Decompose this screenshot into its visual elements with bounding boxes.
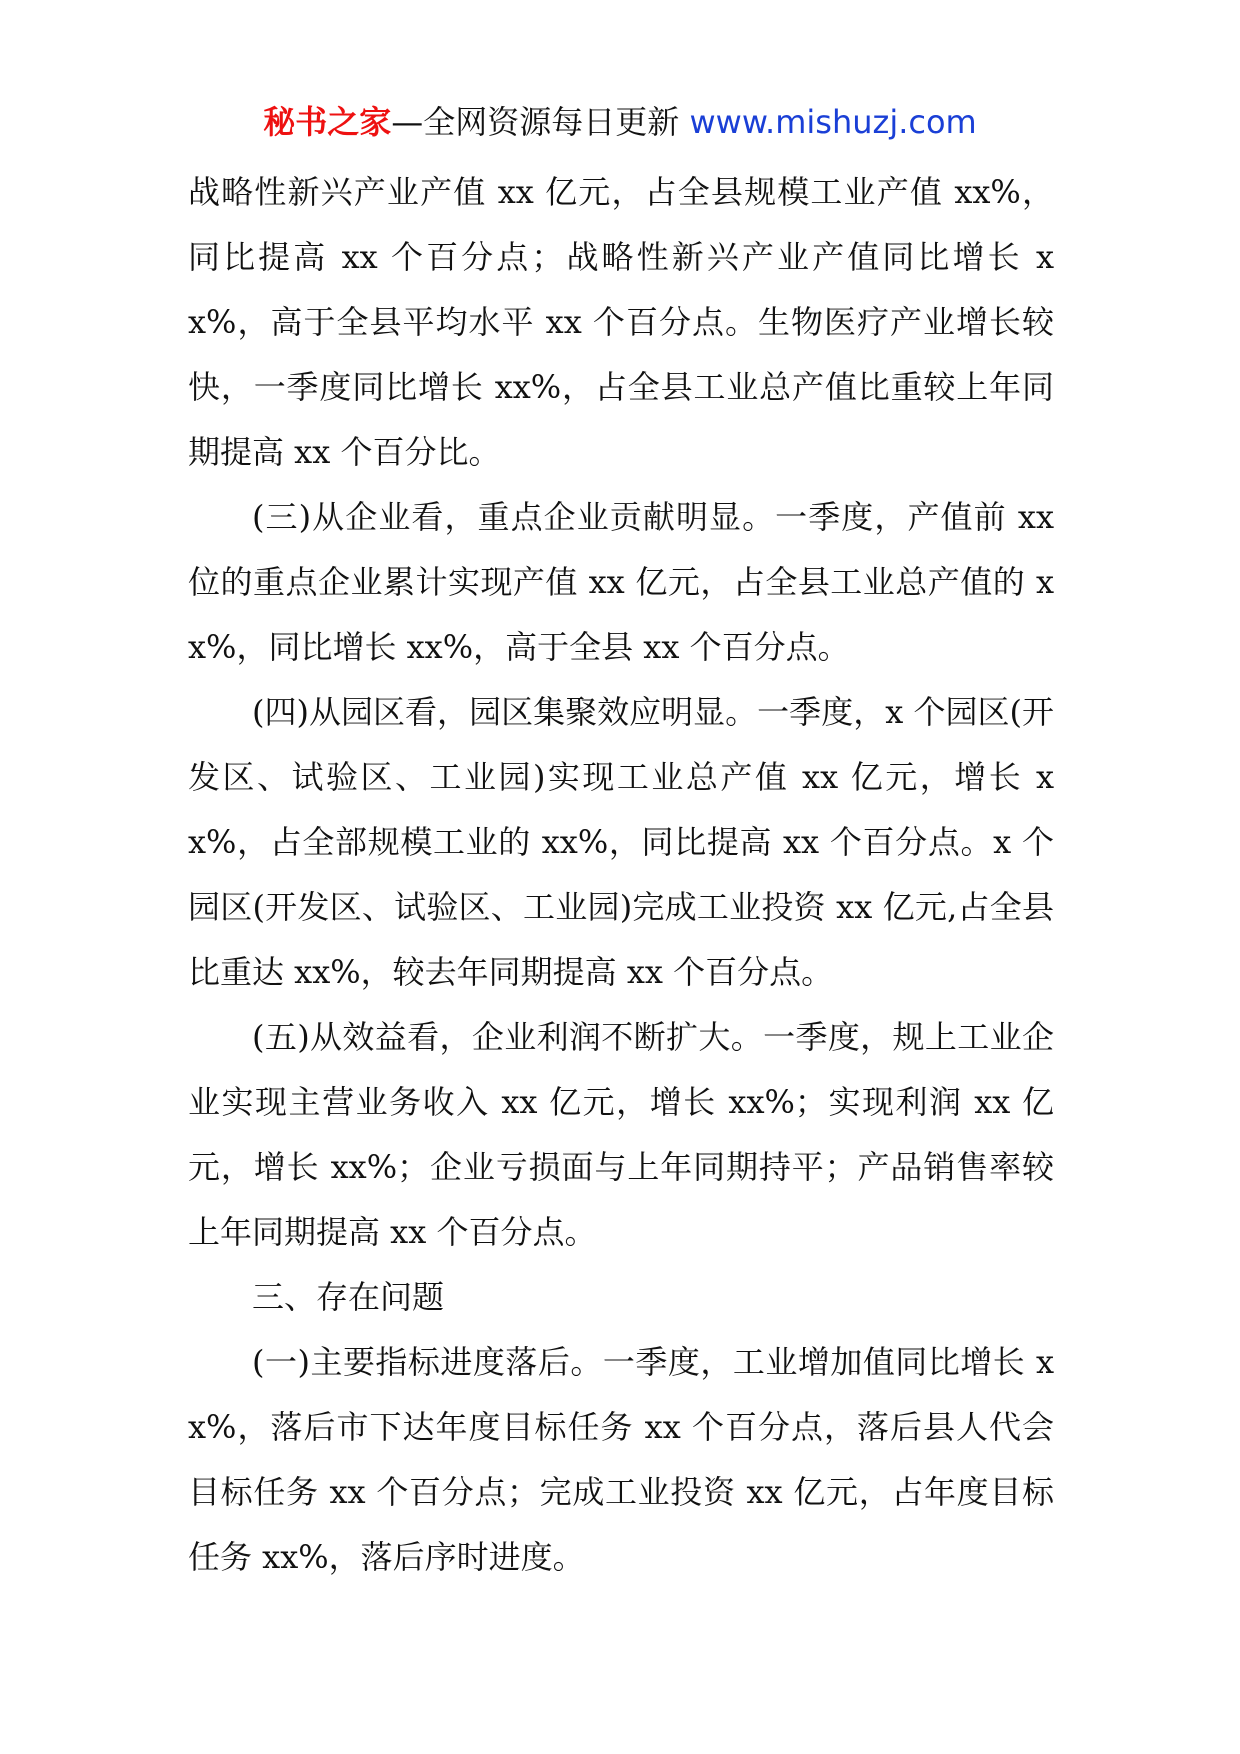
- paragraph-indicators-behind: (一)主要指标进度落后。一季度，工业增加值同比增长 xx%，落后市下达年度目标任务 xx 个百分点，落后县人代会目标任务 xx 个百分点；完成工业投资 xx 亿元，占年度目标任务 xx%，落后序时进度。: [188, 1343, 1054, 1576]
- page-header: [0, 96, 1240, 148]
- paragraph-industrial-parks: (四)从园区看，园区集聚效应明显。一季度，x 个园区(开发区、试验区、工业园)实现工业总产值 xx 亿元，增长 xx%，占全部规模工业的 xx%，同比提高 xx 个百分点。x 个园区(开发区、试验区、工业园)完成工业投资 xx 亿元,占全县比重达 xx%，较去年同期提高 xx 个百分点。: [188, 693, 1054, 991]
- paragraph-profits: (五)从效益看，企业利润不断扩大。一季度，规上工业企业实现主营业务收入 xx 亿元，增长 xx%；实现利润 xx 亿元，增长 xx%；企业亏损面与上年同期持平；产品销售率较上年同期提高 xx 个百分点。: [188, 1018, 1054, 1251]
- header-tagline: —全网资源每日更新: [391, 103, 680, 141]
- document-body: [188, 160, 1054, 1590]
- section-heading-problems: 三、存在问题: [252, 1278, 445, 1316]
- paragraph-strategic-industries: 战略性新兴产业产值 xx 亿元，占全县规模工业产值 xx%，同比提高 xx 个百分点；战略性新兴产业产值同比增长 xx%，高于全县平均水平 xx 个百分点。生物医疗产业增长较快，一季度同比增长 xx%，占全县工业总产值比重较上年同期提高 xx 个百分比。: [188, 173, 1054, 471]
- header-brand: 秘书之家: [263, 103, 392, 141]
- paragraph-key-enterprises: (三)从企业看，重点企业贡献明显。一季度，产值前 xx 位的重点企业累计实现产值 xx 亿元，占全县工业总产值的 xx%，同比增长 xx%，高于全县 xx 个百分点。: [188, 498, 1054, 666]
- header-url-link[interactable]: www.mishuzj.com: [689, 103, 977, 141]
